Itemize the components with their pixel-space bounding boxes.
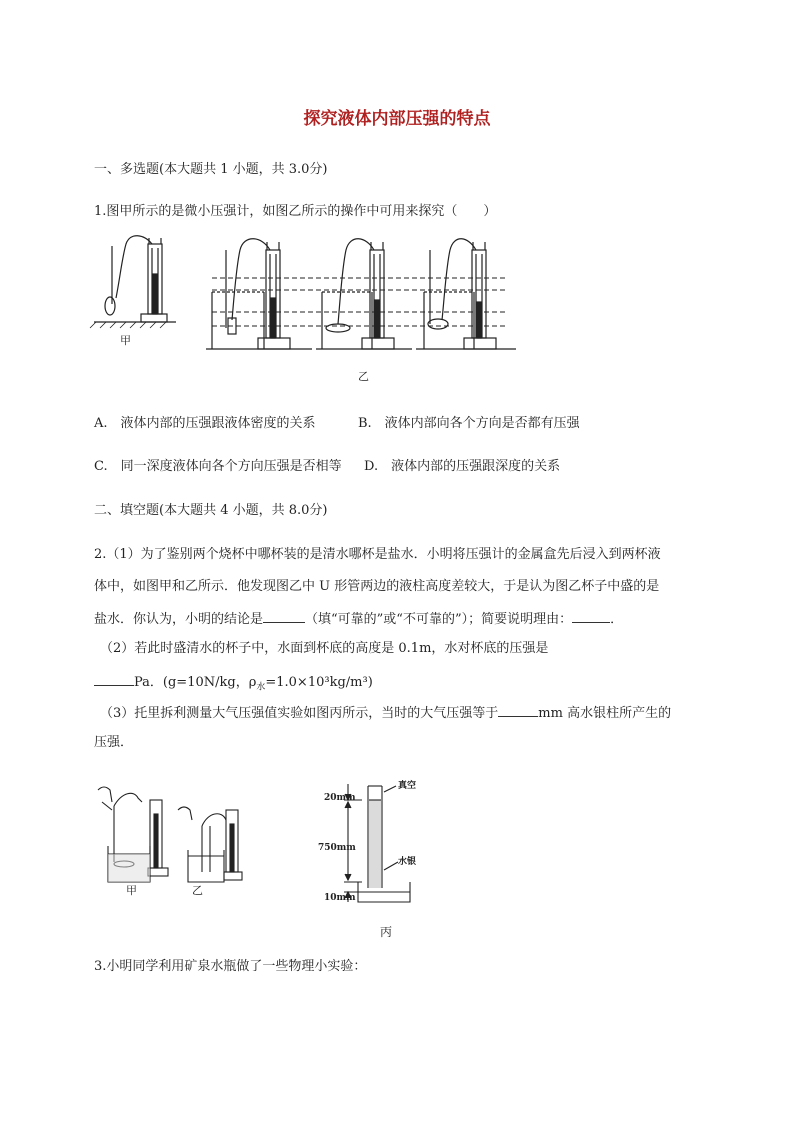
answer-blank-3[interactable] [94,671,134,686]
label-750mm: 750mm [318,843,356,853]
q2-line3 [94,608,623,630]
q2-line4: （2）若此时盛清水的杯子中，水面到杯底的高度是 0.1m，水对杯底的压强是 [100,641,549,656]
q1-option-c: C. 同一深度液体向各个方向压强是否相等 [94,459,342,474]
q2-line7: 压强． [94,735,134,750]
q2-figure [92,780,442,940]
gauge-jia-drawing [90,236,176,328]
gauge-yi-3-drawing [416,239,516,349]
fig-label-jia: 甲 [120,334,131,347]
q2-line3-part-b: （填“可靠的”或“不可靠的”）；简要说明理由： [305,612,573,627]
answer-blank-2[interactable] [572,608,610,623]
q1-option-b: B. 液体内部向各个方向是否都有压强 [358,416,580,431]
q2-line6 [100,702,671,724]
q2-line5-part-c: =1.0×10³kg/m³) [265,675,373,690]
q2-line2: 体中，如图甲和乙所示．他发现图乙中 U 形管两边的液柱高度差较大，于是认为图乙杯子中盛的是 [94,579,660,594]
q2-line5-part-b: Pa．(g=10N/kg，ρ [134,675,257,690]
q1-option-a: A. 液体内部的压强跟液体密度的关系 [94,416,316,431]
page-title: 探究液体内部压强的特点 [303,109,491,129]
answer-blank-4[interactable] [498,702,538,717]
fig2-label-bing: 丙 [380,925,393,939]
q1-option-d: D. 液体内部的压强跟深度的关系 [364,459,561,474]
section1-heading: 一、多选题(本大题共 1 小题，共 3.0分) [94,162,328,177]
fig-label-yi: 乙 [358,370,369,383]
q2-line6-part-a: （3）托里拆利测量大气压强值实验如图丙所示，当时的大气压强等于 [100,706,499,721]
beaker-yi-drawing [178,807,242,882]
label-20mm: 20mm [324,793,356,803]
gauge-yi-1-drawing [206,239,312,349]
answer-blank-1[interactable] [263,608,305,623]
q2-line3-part-a: 盐水．你认为，小明的结论是 [94,612,264,627]
q3-stem: 3.小明同学利用矿泉水瓶做了一些物理小实验： [94,959,367,974]
label-10mm: 10mm [324,893,356,903]
label-vacuum: 真空 [398,781,417,791]
q1-figure [94,228,524,390]
q2-line3-part-c: ． [610,612,624,627]
q1-stem: 1.图甲所示的是微小压强计，如图乙所示的操作中可用来探究（ ） [94,204,497,219]
beaker-jia-drawing [98,787,168,882]
q2-line5 [94,671,373,698]
section2-heading: 二、填空题(本大题共 4 小题，共 8.0分) [94,503,328,518]
fig2-label-yi: 乙 [192,884,203,897]
q2-line5-subscript: 水 [256,682,266,693]
label-mercury: 水银 [398,857,417,867]
q2-line1: 2.（1）为了鉴别两个烧杯中哪杯装的是清水哪杯是盐水．小明将压强计的金属盒先后浸入到两杯液 [94,547,661,562]
fig2-label-jia: 甲 [126,884,137,897]
gauge-yi-2-drawing [316,239,412,349]
q2-line6-part-b: mm 高水银柱所产生的 [538,706,672,721]
